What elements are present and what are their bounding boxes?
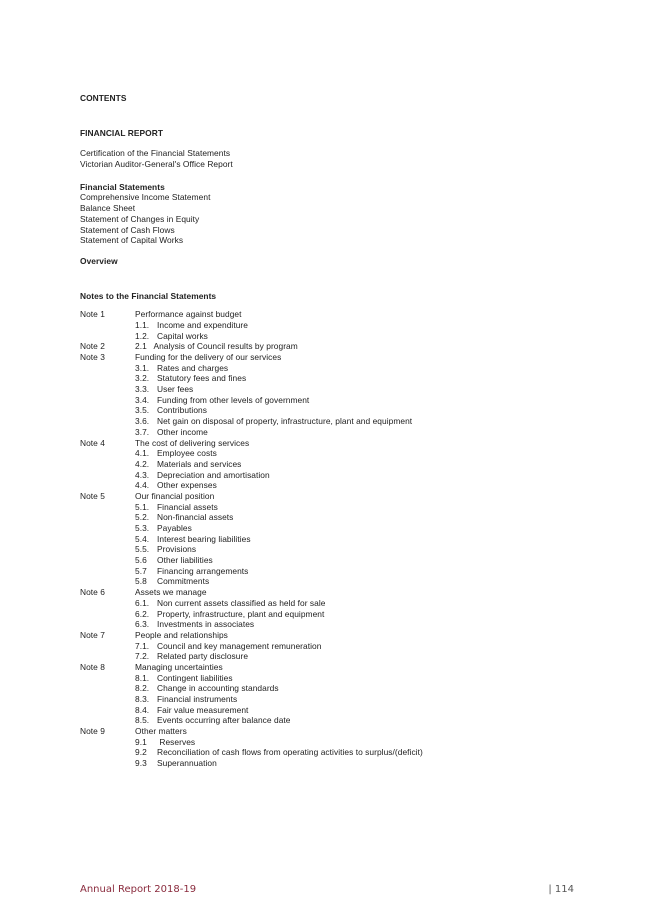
note-subsection	[80, 480, 600, 491]
note-subsection	[80, 502, 600, 513]
subsection-title: Employee costs	[157, 448, 217, 459]
note-row	[80, 352, 600, 363]
subsection-number: 7.1.	[135, 640, 150, 651]
subsection-title: Other income	[157, 426, 208, 437]
contents-heading: CONTENTS	[80, 93, 127, 103]
note-subsection	[80, 715, 600, 726]
note-label: Note 9	[80, 726, 105, 737]
note-title: The cost of delivering services	[135, 437, 250, 448]
subsection-title: User fees	[157, 384, 194, 395]
subsection-number: 3.6.	[135, 416, 150, 427]
note-label: Note 6	[80, 587, 105, 598]
note-subsection	[80, 373, 600, 384]
subsection-title: Net gain on disposal of property, infrastructure, plant and equipment	[157, 416, 413, 427]
subsection-number: 3.2.	[135, 373, 150, 384]
footer-report-title: Annual Report 2018-19	[80, 884, 197, 895]
subsection-number: 8.3.	[135, 694, 150, 704]
note-subsection	[80, 544, 600, 555]
note-subsection	[80, 566, 600, 577]
note-row	[80, 341, 600, 352]
subsection-number: 5.3.	[135, 523, 150, 533]
subsection-title: Provisions	[157, 544, 197, 555]
subsection-number: 5.2.	[135, 512, 150, 523]
note-row	[80, 309, 600, 320]
financial-statements-item: Balance Sheet	[80, 203, 136, 214]
note-subsection	[80, 534, 600, 545]
note-subsection	[80, 598, 600, 609]
note-subsection	[80, 363, 600, 374]
note-title: People and relationships	[135, 629, 228, 640]
subsection-title: Change in accounting standards	[157, 683, 279, 694]
note-subsection	[80, 641, 600, 652]
note-subsection	[80, 683, 600, 694]
subsection-number: 3.1.	[135, 362, 150, 373]
note-subsection	[80, 523, 600, 534]
subsection-number: 4.2.	[135, 458, 150, 469]
subsection-title: Related party disclosure	[157, 651, 249, 662]
subsection-number: 8.4.	[135, 704, 150, 715]
subsection-number: 1.1.	[135, 319, 150, 330]
subsection-number: 4.1.	[135, 448, 150, 459]
subsection-title: Fair value measurement	[157, 704, 249, 715]
subsection-title: Rates and charges	[157, 362, 229, 373]
subsection-number: 6.3.	[135, 619, 150, 630]
note-title: Assets we manage	[135, 587, 207, 598]
note-subsection	[80, 320, 600, 331]
subsection-title: Funding from other levels of government	[157, 394, 310, 405]
subsection-title: Reserves	[157, 736, 196, 747]
subsection-title: Events occurring after balance date	[157, 715, 291, 726]
table-of-contents	[80, 93, 600, 769]
subsection-number: 8.5.	[135, 715, 150, 726]
subsection-number: 5.6	[135, 555, 147, 566]
financial-report-heading: FINANCIAL REPORT	[80, 127, 163, 138]
note-title: Funding for the delivery of our services	[135, 352, 282, 362]
note-subsection	[80, 448, 600, 459]
note-subsection	[80, 609, 600, 620]
subsection-title: Superannuation	[157, 758, 217, 769]
note-label: Note 3	[80, 352, 105, 362]
subsection-number: 5.7	[135, 565, 147, 576]
subsection-number: 5.4.	[135, 533, 150, 544]
note-subsection	[80, 747, 600, 758]
note-row	[80, 491, 600, 502]
subsection-number: 3.4.	[135, 394, 150, 405]
subsection-title: Payables	[157, 523, 192, 533]
note-subsection	[80, 427, 600, 438]
note-label: Note 1	[80, 309, 105, 320]
subsection-number: 4.3.	[135, 469, 150, 480]
note-subsection	[80, 758, 600, 769]
subsection-title: Non-financial assets	[157, 512, 234, 523]
note-label: Note 4	[80, 437, 105, 448]
subsection-number: 3.3.	[135, 384, 150, 395]
subsection-title: Commitments	[157, 576, 210, 587]
overview-heading: Overview	[80, 255, 118, 266]
subsection-title: Capital works	[157, 330, 208, 341]
subsection-number: 5.8	[135, 576, 147, 587]
subsection-number: 3.5.	[135, 405, 150, 416]
note-title: Managing uncertainties	[135, 661, 223, 672]
note-row	[80, 662, 600, 673]
note-subsection	[80, 705, 600, 716]
note-subsection	[80, 512, 600, 523]
subsection-number: 9.3	[135, 758, 147, 769]
subsection-title: Reconciliation of cash flows from operating activities to surplus/(deficit)	[157, 747, 423, 758]
note-subsection	[80, 651, 600, 662]
subsection-number: 9.2	[135, 747, 147, 758]
subsection-number: 5.1.	[135, 501, 150, 512]
subsection-title: Financing arrangements	[157, 565, 249, 576]
subsection-title: Income and expenditure	[157, 319, 248, 330]
note-subsection	[80, 576, 600, 587]
subsection-title: Financial assets	[157, 501, 218, 512]
subsection-title: Investments in associates	[157, 619, 255, 630]
financial-statements-item: Comprehensive Income Statement	[80, 192, 211, 203]
note-subsection	[80, 737, 600, 748]
subsection-number: 8.1.	[135, 672, 150, 683]
subsection-title: Non current assets classified as held for sale	[157, 597, 326, 608]
note-row	[80, 587, 600, 598]
notes-list	[80, 309, 600, 769]
subsection-number: 1.2.	[135, 330, 150, 341]
note-label: Note 7	[80, 629, 105, 640]
note-label: Note 8	[80, 661, 105, 672]
financial-statements-heading: Financial Statements	[80, 181, 165, 192]
subsection-title: Council and key management remuneration	[157, 640, 322, 651]
financial-statements-item: Statement of Cash Flows	[80, 224, 175, 235]
notes-heading: Notes to the Financial Statements	[80, 290, 217, 301]
note-subsection	[80, 470, 600, 481]
note-subsection	[80, 694, 600, 705]
financial-report-item: Victorian Auditor-General's Office Report	[80, 159, 233, 170]
subsection-number: 8.2.	[135, 683, 150, 694]
subsection-number: 4.4.	[135, 480, 150, 491]
subsection-number: 5.5.	[135, 544, 150, 555]
subsection-title: Other expenses	[157, 480, 217, 491]
note-subsection	[80, 405, 600, 416]
note-subsection	[80, 395, 600, 406]
note-label: Note 2	[80, 341, 105, 352]
note-subsection	[80, 416, 600, 427]
note-subsection	[80, 459, 600, 470]
subsection-title: Interest bearing liabilities	[157, 533, 251, 544]
footer-page-number: | 114	[548, 884, 574, 895]
subsection-title: Materials and services	[157, 458, 242, 469]
subsection-number: 7.2.	[135, 651, 150, 662]
financial-statements-item: Statement of Changes in Equity	[80, 213, 200, 224]
note-row	[80, 726, 600, 737]
note-row	[80, 630, 600, 641]
subsection-title: Financial instruments	[157, 694, 238, 704]
subsection-title: Property, infrastructure, plant and equipment	[157, 608, 325, 619]
subsection-title: Other liabilities	[157, 555, 213, 566]
note-title: Our financial position	[135, 490, 215, 501]
note-subsection	[80, 673, 600, 684]
subsection-title: Statutory fees and fines	[157, 373, 247, 384]
note-subsection	[80, 555, 600, 566]
note-label: Note 5	[80, 490, 105, 501]
note-title: Other matters	[135, 726, 187, 737]
subsection-title: Contingent liabilities	[157, 672, 233, 683]
subsection-title: Contributions	[157, 405, 207, 416]
subsection-number: 9.1	[135, 736, 147, 747]
subsection-number: 6.2.	[135, 608, 150, 619]
note-title: Performance against budget	[135, 309, 242, 320]
subsection-number: 3.7.	[135, 426, 150, 437]
note-row	[80, 438, 600, 449]
subsection-number: 6.1.	[135, 597, 150, 608]
note-title: 2.1 Analysis of Council results by program	[135, 341, 298, 352]
note-subsection	[80, 384, 600, 395]
financial-report-item: Certification of the Financial Statements	[80, 148, 231, 159]
financial-statements-item: Statement of Capital Works	[80, 235, 184, 246]
subsection-title: Depreciation and amortisation	[157, 469, 270, 480]
note-subsection	[80, 331, 600, 342]
note-subsection	[80, 619, 600, 630]
